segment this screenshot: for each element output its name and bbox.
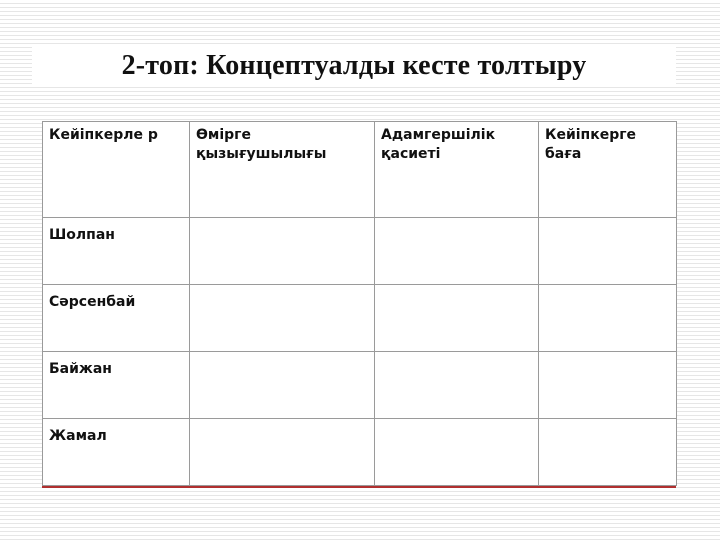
interest-cell bbox=[190, 419, 375, 486]
assessment-cell bbox=[539, 419, 677, 486]
character-name-cell: Байжан bbox=[43, 352, 190, 419]
interest-cell bbox=[190, 218, 375, 285]
table-row bbox=[43, 352, 677, 419]
table-header-row bbox=[43, 122, 677, 218]
assessment-cell bbox=[539, 352, 677, 419]
moral-quality-cell bbox=[375, 419, 539, 486]
character-name-cell: Жамал bbox=[43, 419, 190, 486]
table-row bbox=[43, 218, 677, 285]
concept-table bbox=[42, 121, 677, 486]
moral-quality-cell bbox=[375, 285, 539, 352]
title-band bbox=[32, 44, 676, 86]
concept-table-container bbox=[42, 121, 676, 488]
interest-cell bbox=[190, 285, 375, 352]
header-cell-moral-quality: Адамгершілік қасиеті bbox=[375, 122, 539, 218]
table-row bbox=[43, 285, 677, 352]
header-cell-assessment: Кейіпкерге баға bbox=[539, 122, 677, 218]
header-cell-interest-in-life: Өмірге қызығушылығы bbox=[190, 122, 375, 218]
character-name-cell: Сәрсенбай bbox=[43, 285, 190, 352]
moral-quality-cell bbox=[375, 218, 539, 285]
page-title: 2-топ: Концептуалды кесте толтыру bbox=[121, 50, 587, 81]
assessment-cell bbox=[539, 218, 677, 285]
moral-quality-cell bbox=[375, 352, 539, 419]
assessment-cell bbox=[539, 285, 677, 352]
character-name-cell: Шолпан bbox=[43, 218, 190, 285]
header-cell-character: Кейіпкерле р bbox=[43, 122, 190, 218]
table-row bbox=[43, 419, 677, 486]
interest-cell bbox=[190, 352, 375, 419]
